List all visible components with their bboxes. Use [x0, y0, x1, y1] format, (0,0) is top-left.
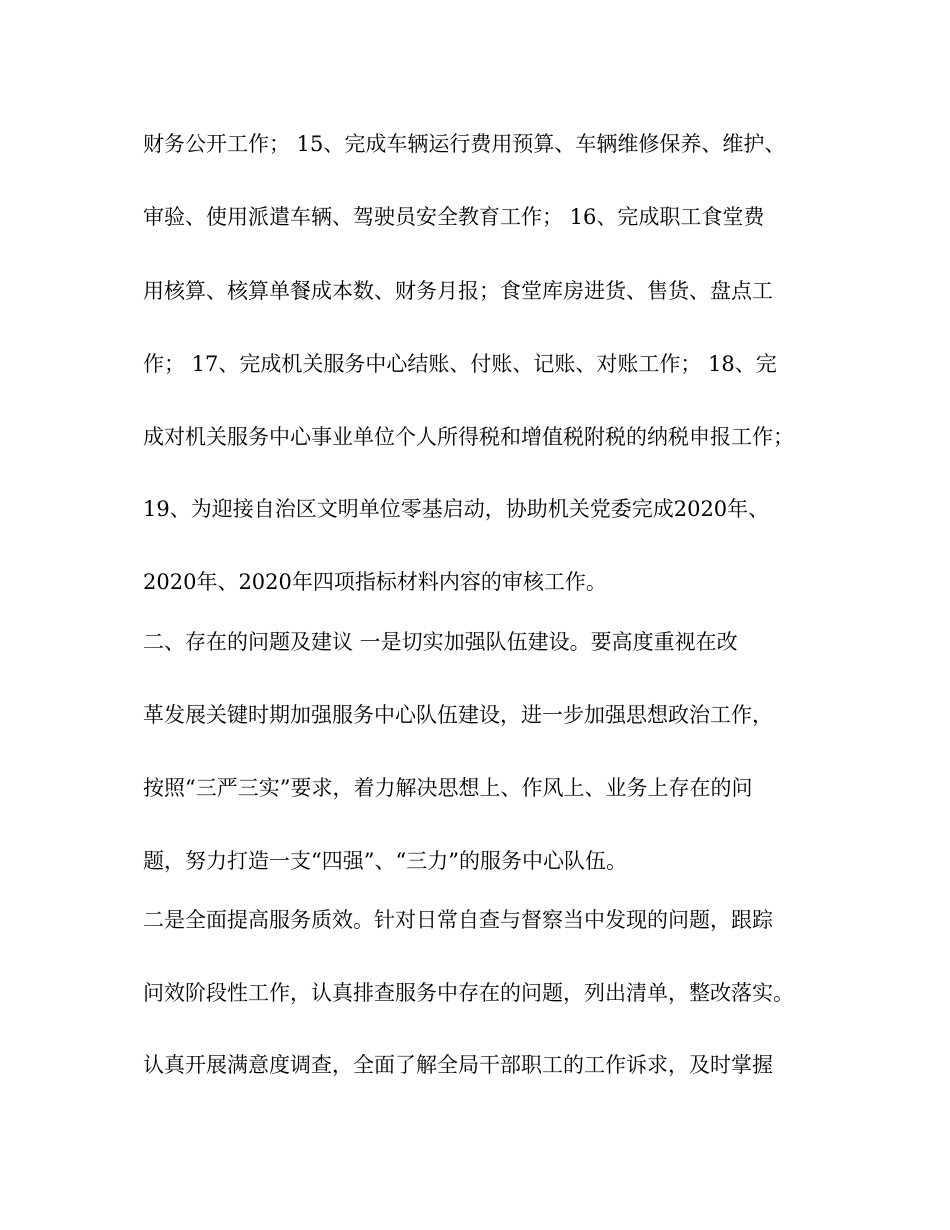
text-line-1: 财务公开工作； 15、完成车辆运行费用预算、车辆维修保养、维护、	[143, 132, 786, 156]
text-line-7: 2020年、2020年四项指标材料内容的审核工作。	[143, 570, 607, 594]
text-line-14: 认真开展满意度调查，全面了解全局干部职工的工作诉求，及时掌握	[143, 1053, 773, 1077]
text-line-5: 成对机关服务中心事业单位个人所得税和增值税附税的纳税申报工作；	[143, 425, 794, 449]
text-line-13: 问效阶段性工作，认真排查服务中存在的问题，列出清单，整改落实。	[143, 981, 794, 1005]
text-line-10: 按照“三严三实”要求，着力解决思想上、作风上、业务上存在的问	[143, 776, 753, 800]
text-line-3: 用核算、核算单餐成本数、财务月报；食堂库房进货、售货、盘点工	[143, 279, 773, 303]
text-line-6: 19、为迎接自治区文明单位零基启动，协助机关党委完成2020年、	[143, 497, 770, 521]
text-line-12: 二是全面提高服务质效。针对日常自查与督察当中发现的问题，跟踪	[143, 908, 773, 932]
text-line-2: 审验、使用派遣车辆、驾驶员安全教育工作； 16、完成职工食堂费	[143, 205, 765, 229]
text-line-4: 作； 17、完成机关服务中心结账、付账、记账、对账工作； 18、完	[143, 352, 777, 376]
text-line-11: 题，努力打造一支“四强”、“三力”的服务中心队伍。	[143, 849, 627, 873]
text-line-8: 二、存在的问题及建议 一是切实加强队伍建设。要高度重视在改	[143, 630, 738, 654]
text-line-9: 革发展关键时期加强服务中心队伍建设，进一步加强思想政治工作，	[143, 703, 773, 727]
